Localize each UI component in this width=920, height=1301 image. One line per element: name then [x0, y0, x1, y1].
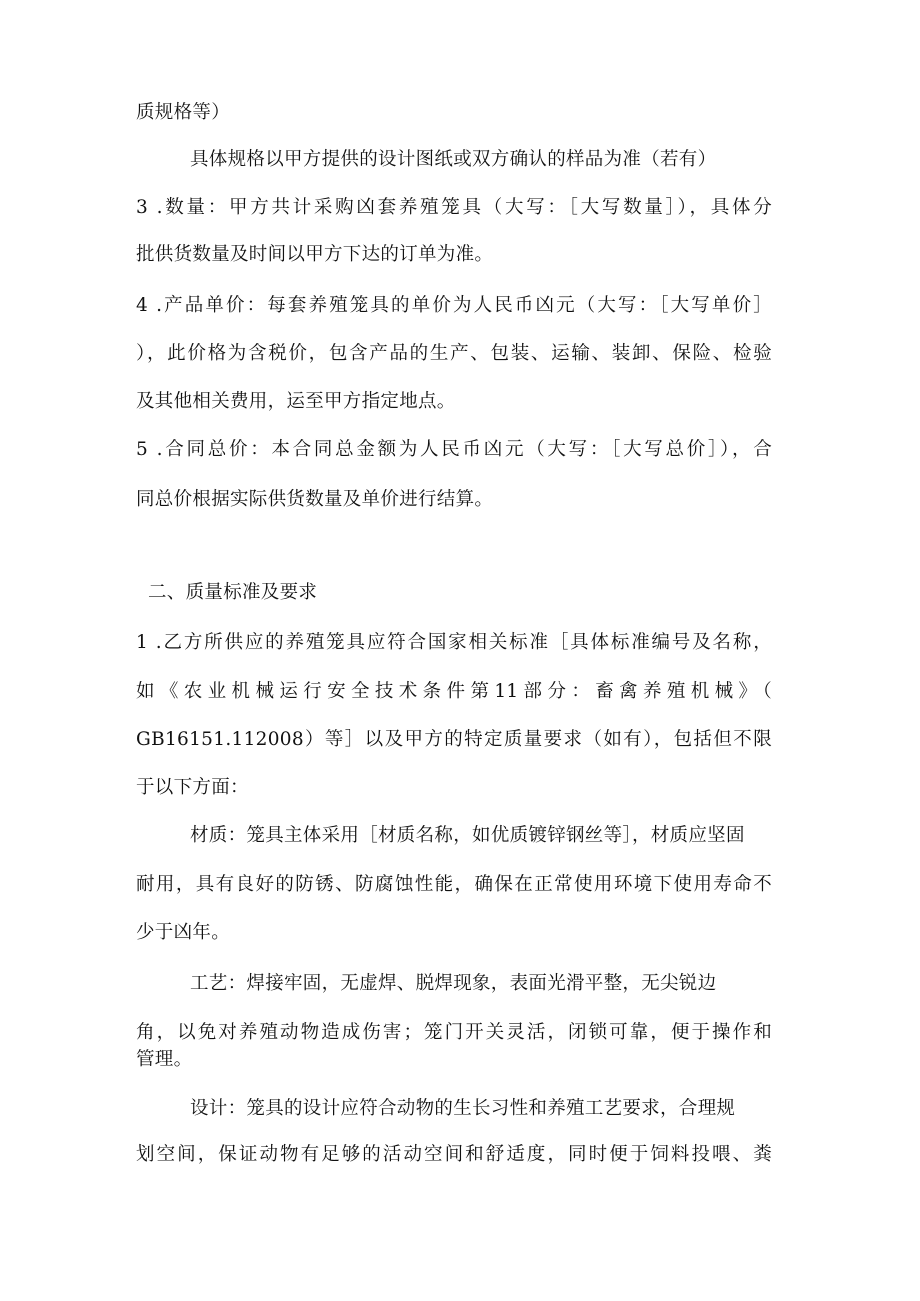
- text-line: 同总价根据实际供货数量及单价进行结算。: [136, 489, 494, 510]
- text-line: 角，以免对养殖动物造成伤害；笼门开关灵活，闭锁可靠，便于操作和: [136, 1022, 772, 1043]
- text-line: 管理。: [136, 1049, 193, 1070]
- text-line: 划空间，保证动物有足够的活动空间和舒适度，同时便于饲料投喂、粪: [136, 1144, 772, 1165]
- text-line: 质规格等）: [136, 102, 231, 123]
- text-line: 耐用，具有良好的防锈、防腐蚀性能，确保在正常使用环境下使用寿命不: [136, 874, 772, 895]
- text-line: 工艺：焊接牢固，无虚焊、脱焊现象，表面光滑平整，无尖锐边: [190, 973, 717, 994]
- text-line: 具体规格以甲方提供的设计图纸或双方确认的样品为准（若有）: [190, 149, 717, 170]
- text-line: 批供货数量及时间以甲方下达的订单为准。: [136, 244, 494, 265]
- text-line: 设计：笼具的设计应符合动物的生长习性和养殖工艺要求，合理规: [190, 1098, 736, 1119]
- text-line: GB16151.112008）等］以及甲方的特定质量要求（如有），包括但不限: [136, 729, 772, 750]
- text-line: 于以下方面：: [136, 777, 249, 798]
- text-line: 如《农业机械运行安全技术条件第11部分：畜禽养殖机械》（: [136, 681, 772, 702]
- text-line: 4 .产品单价：每套养殖笼具的单价为人民币凶元（大写：［大写单价］: [136, 295, 772, 316]
- text-line: 少于凶年。: [136, 922, 231, 943]
- text-line: ），此价格为含税价，包含产品的生产、包装、运输、装卸、保险、检验: [136, 343, 772, 364]
- text-line: 及其他相关费用，运至甲方指定地点。: [136, 391, 456, 412]
- text-line: 5 .合同总价：本合同总金额为人民币凶元（大写：［大写总价］），合: [136, 439, 772, 460]
- text-line: 材质：笼具主体采用［材质名称，如优质镀锌钢丝等］，材质应坚固: [190, 825, 745, 846]
- section-heading: 二、质量标准及要求: [148, 582, 318, 603]
- text-line: 3 .数量：甲方共计采购凶套养殖笼具（大写：［大写数量］），具体分: [136, 197, 772, 218]
- text-line: 1 .乙方所供应的养殖笼具应符合国家相关标准［具体标准编号及名称，: [136, 632, 772, 653]
